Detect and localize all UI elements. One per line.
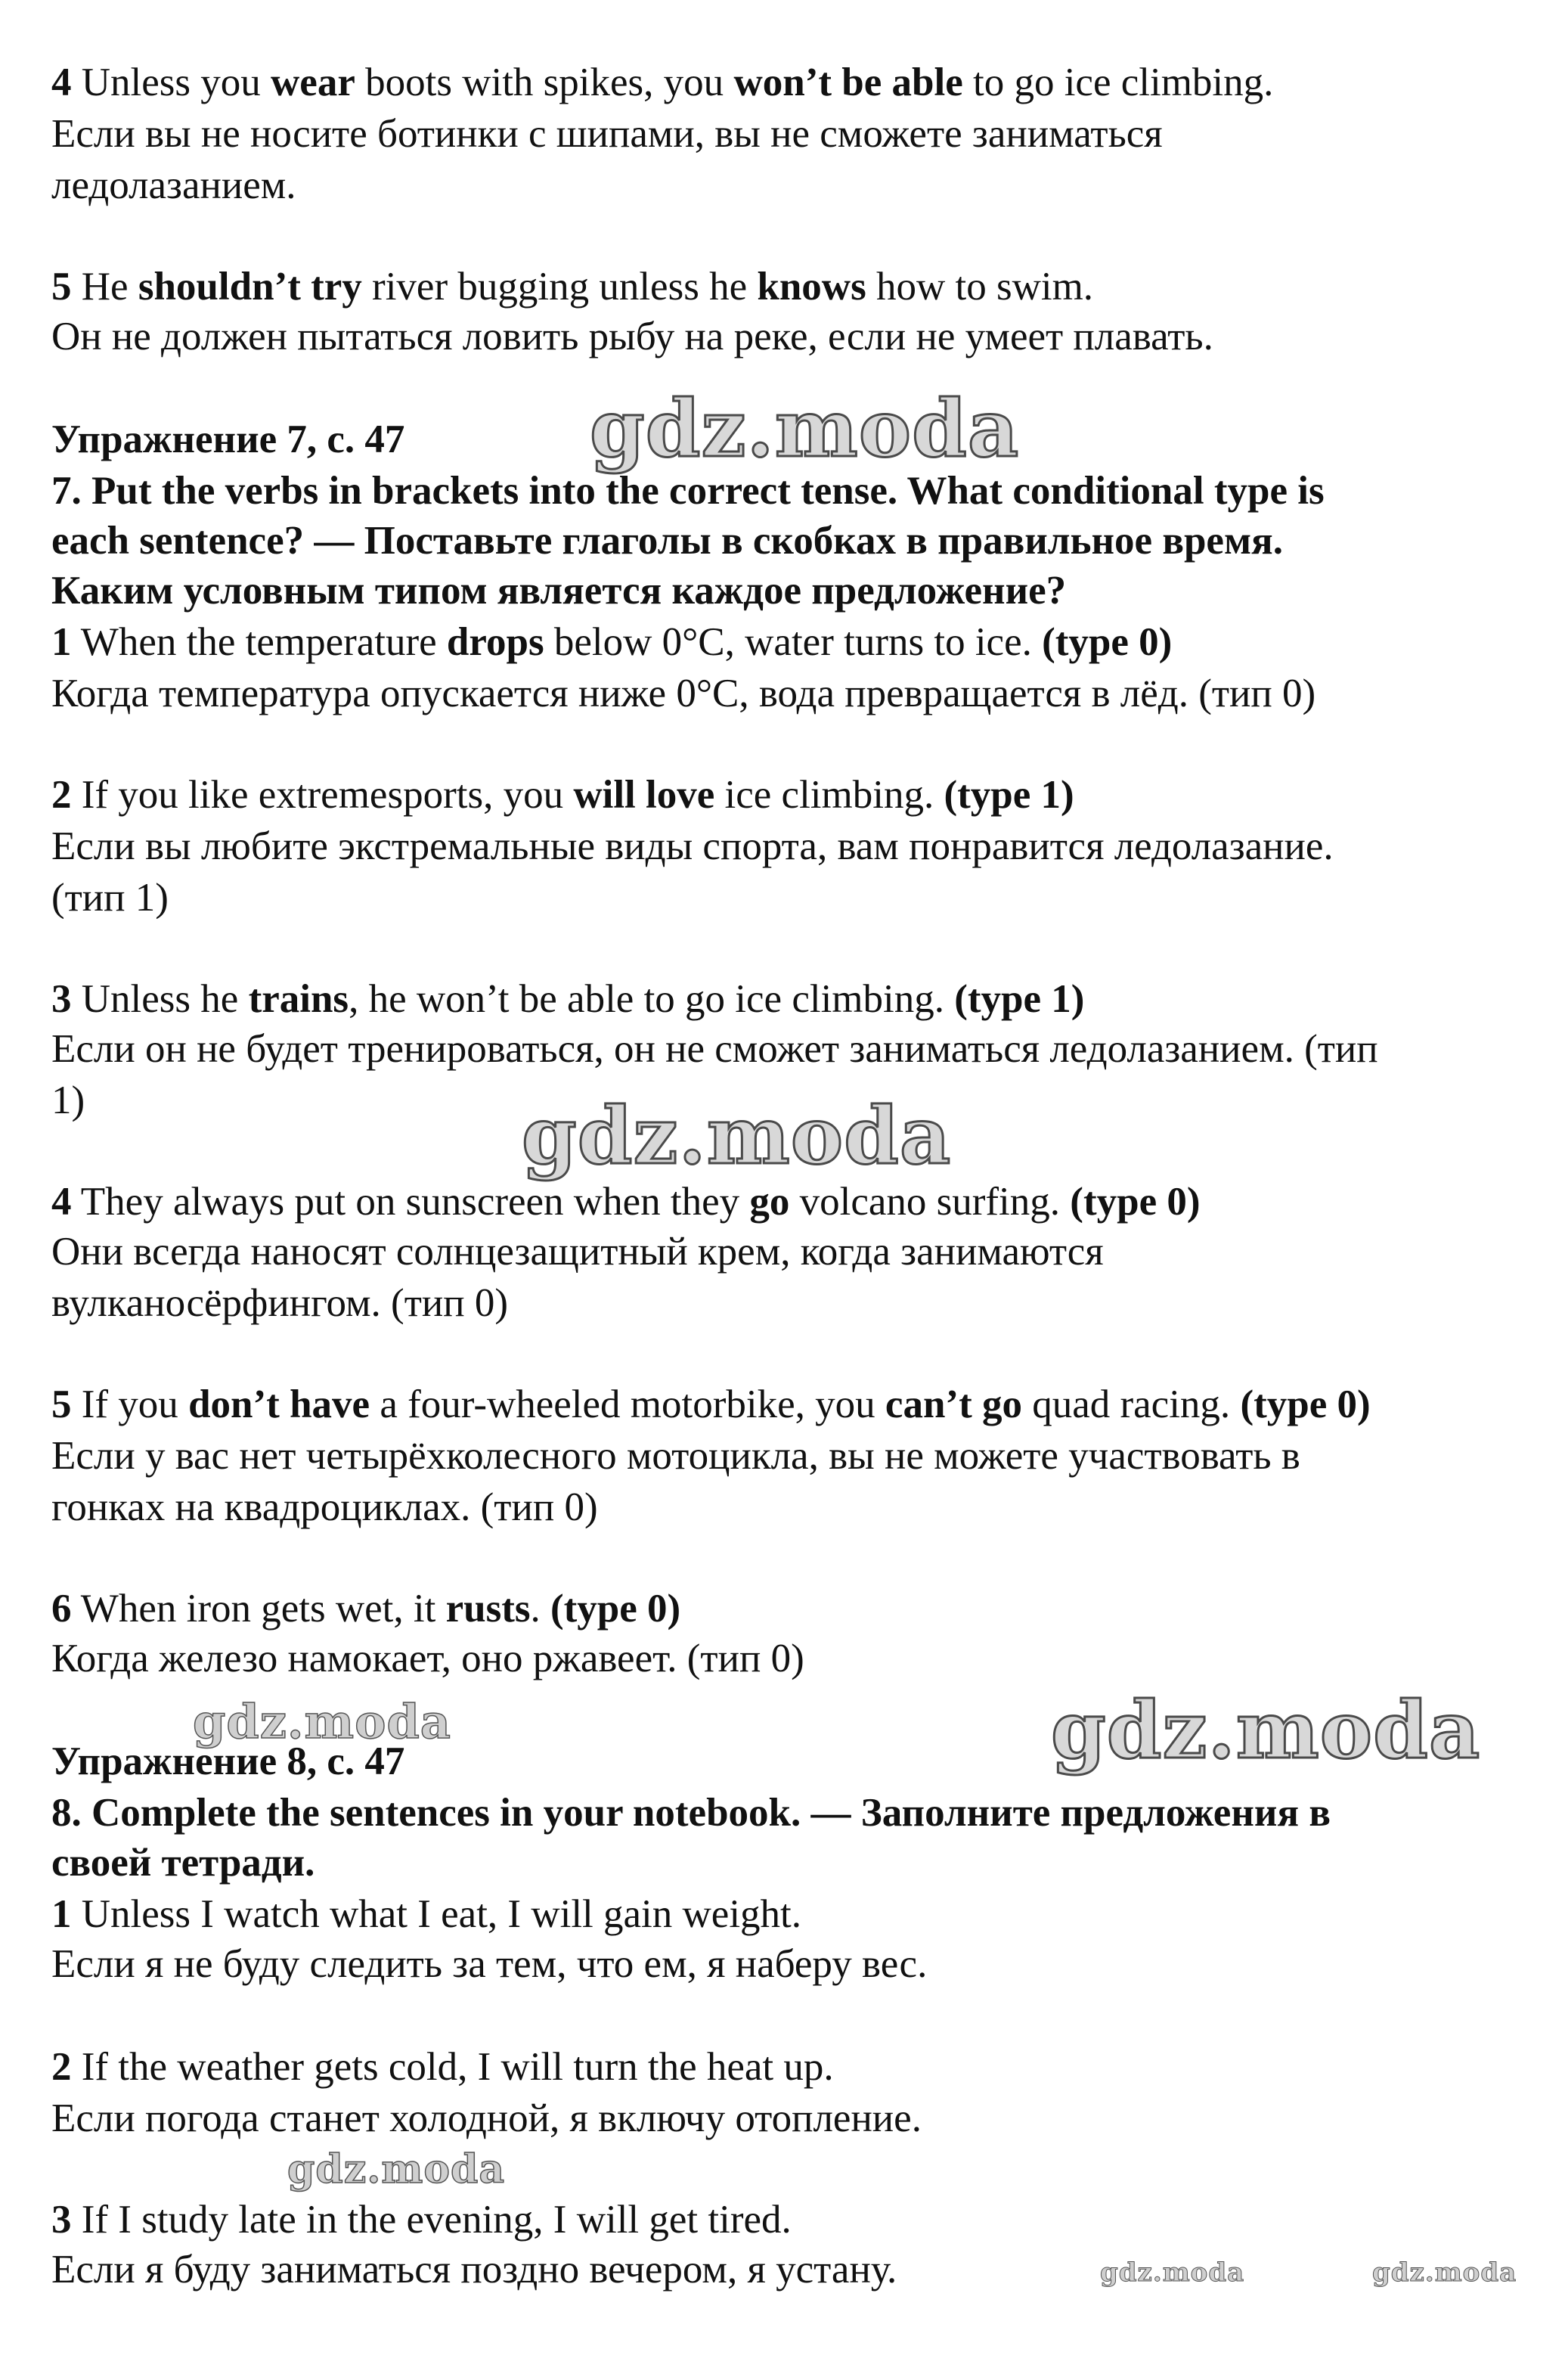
ex7-item6-russian: Когда железо намокает, оно ржавеет. (тип 0): [51, 1637, 804, 1680]
watermark: gdz.moda: [193, 1694, 451, 1749]
text-run: how to swim.: [866, 265, 1094, 309]
text-run: When the temperature: [71, 620, 447, 664]
ex8-task-line2: своей тетради.: [51, 1841, 315, 1885]
bold-text-run: (type 1): [944, 773, 1074, 817]
ex7-item2-russian-line2: (тип 1): [51, 876, 169, 920]
ex6-item5-english: [51, 263, 1093, 310]
text-run: If you like extremesports, you: [71, 773, 574, 817]
bold-text-run: won’t be able: [733, 61, 963, 104]
bold-text-run: 6: [51, 1587, 72, 1631]
watermark: gdz.moda: [522, 1089, 952, 1182]
text-run: Unless he: [71, 977, 249, 1021]
ex7-item1-english: [51, 619, 1172, 666]
ex8-item1-english: [51, 1891, 801, 1938]
text-run: boots with spikes, you: [355, 61, 734, 104]
bold-text-run: can’t go: [885, 1382, 1022, 1426]
ex7-item5-russian-line2: гонках на квадроциклах. (тип 0): [51, 1485, 598, 1529]
text-run: to go ice climbing.: [962, 61, 1274, 104]
ex6-item4-russian-line1: Если вы не носите ботинки с шипами, вы не сможете заниматься: [51, 112, 1163, 156]
watermark: gdz.moda: [590, 382, 1020, 475]
text-run: .: [530, 1587, 550, 1631]
text-run: a four-wheeled motorbike, you: [370, 1382, 885, 1426]
text-run: below 0°C, water turns to ice.: [544, 620, 1043, 664]
watermark: gdz.moda: [1100, 2257, 1245, 2288]
ex8-item1-russian: Если я не буду следить за тем, что ем, я наберу вес.: [51, 1942, 928, 1986]
bold-text-run: go: [749, 1180, 790, 1224]
bold-text-run: (type 1): [954, 977, 1085, 1021]
text-run: , he won’t be able to go ice climbing.: [349, 977, 955, 1021]
ex7-item1-russian: Когда температура опускается ниже 0°С, вода превращается в лёд. (тип 0): [51, 672, 1316, 715]
ex7-item5-english: [51, 1381, 1371, 1428]
bold-text-run: 2: [51, 2045, 72, 2089]
bold-text-run: 3: [51, 977, 72, 1021]
ex7-item2-russian-line1: Если вы любите экстремальные виды спорта, вам понравится ледолазание.: [51, 824, 1334, 868]
bold-text-run: 1: [51, 1892, 72, 1936]
bold-text-run: trains: [248, 977, 349, 1021]
text-run: Unless you: [71, 61, 271, 104]
ex6-item5-russian: Он не должен пытаться ловить рыбу на реке, если не умеет плавать.: [51, 315, 1213, 358]
ex7-item4-russian-line2: вулканосёрфингом. (тип 0): [51, 1281, 508, 1325]
bold-text-run: (type 0): [1240, 1382, 1371, 1426]
ex7-task-line2: each sentence? — Поставьте глаголы в скобках в правильное время.: [51, 519, 1283, 563]
bold-text-run: wear: [271, 61, 355, 104]
text-run: He: [71, 265, 138, 309]
text-run: volcano surfing.: [789, 1180, 1071, 1224]
ex7-item4-english: [51, 1178, 1201, 1225]
ex7-item3-russian-line1: Если он не будет тренироваться, он не сможет заниматься ледолазанием. (тип: [51, 1027, 1378, 1071]
ex7-item2-english: [51, 771, 1074, 818]
ex8-item3-english: [51, 2196, 792, 2243]
text-run: If you: [71, 1382, 189, 1426]
ex7-heading: Упражнение 7, с. 47: [51, 417, 405, 461]
text-run: river bugging unless he: [361, 265, 758, 309]
ex8-item2-english: [51, 2043, 834, 2090]
bold-text-run: 2: [51, 773, 72, 817]
ex6-item4-russian-line2: ледолазанием.: [51, 163, 296, 207]
text-run: When iron gets wet, it: [71, 1587, 446, 1631]
bold-text-run: don’t have: [188, 1382, 370, 1426]
bold-text-run: 4: [51, 1180, 72, 1224]
ex7-task-line1: 7. Put the verbs in brackets into the correct tense. What conditional type is: [51, 469, 1325, 513]
ex8-task-line1: 8. Complete the sentences in your notebook. — Заполните предложения в: [51, 1791, 1331, 1835]
bold-text-run: (type 0): [550, 1587, 681, 1631]
text-run: quad racing.: [1021, 1382, 1241, 1426]
watermark: gdz.moda: [287, 2146, 506, 2192]
bold-text-run: 5: [51, 1382, 72, 1426]
bold-text-run: (type 0): [1042, 620, 1173, 664]
bold-text-run: drops: [446, 620, 544, 664]
ex7-item3-english: [51, 976, 1084, 1022]
ex8-item3-russian: Если я буду заниматься поздно вечером, я устану.: [51, 2248, 897, 2292]
ex7-item4-russian-line1: Они всегда наносят солнцезащитный крем, когда занимаются: [51, 1230, 1104, 1274]
bold-text-run: 5: [51, 265, 72, 309]
ex7-item6-english: [51, 1585, 680, 1632]
bold-text-run: 3: [51, 2198, 72, 2242]
text-run: They always put on sunscreen when they: [71, 1180, 750, 1224]
ex7-item3-russian-line2: 1): [51, 1078, 85, 1122]
ex7-task-line3: Каким условным типом является каждое предложение?: [51, 569, 1067, 613]
bold-text-run: rusts: [445, 1587, 531, 1631]
ex8-item2-russian: Если погода станет холодной, я включу отопление.: [51, 2096, 922, 2140]
ex7-item5-russian-line1: Если у вас нет четырёхколесного мотоцикла, вы не можете участвовать в: [51, 1434, 1300, 1478]
ex8-heading: Упражнение 8, с. 47: [51, 1739, 405, 1783]
bold-text-run: 1: [51, 620, 72, 664]
watermark: gdz.moda: [1372, 2257, 1517, 2288]
text-run: If the weather gets cold, I will turn the heat up.: [71, 2045, 834, 2089]
text-run: ice climbing.: [714, 773, 944, 817]
bold-text-run: (type 0): [1070, 1180, 1201, 1224]
ex6-item4-english: [51, 59, 1273, 106]
bold-text-run: knows: [757, 265, 866, 309]
bold-text-run: will love: [573, 773, 715, 817]
bold-text-run: shouldn’t try: [138, 265, 362, 309]
watermark: gdz.moda: [1051, 1683, 1481, 1776]
text-run: If I study late in the evening, I will get tired.: [71, 2198, 792, 2242]
bold-text-run: 4: [51, 61, 72, 104]
text-run: Unless I watch what I eat, I will gain weight.: [71, 1892, 802, 1936]
